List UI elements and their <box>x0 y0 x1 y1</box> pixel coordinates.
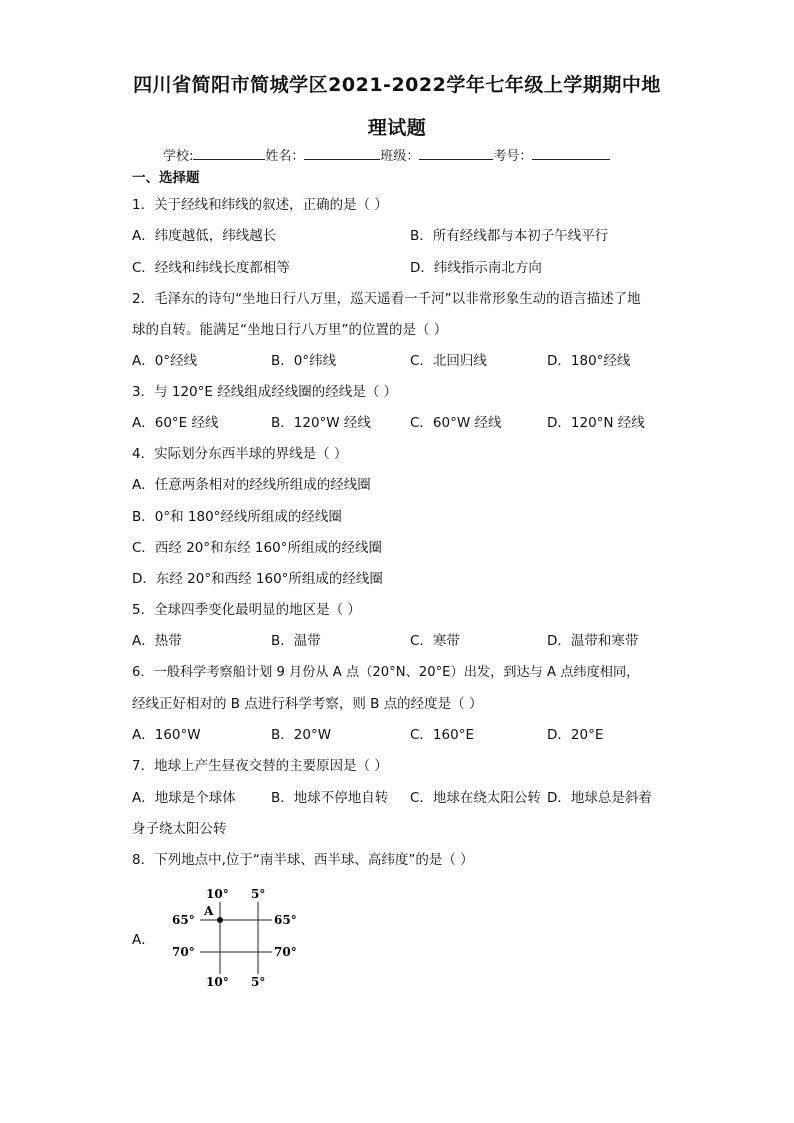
student-info-row <box>163 145 610 164</box>
label-top-right: 5° <box>251 887 266 901</box>
question-1-option-d: D．纬线指示南北方向 <box>410 260 542 276</box>
label-left-bottom: 70° <box>172 945 195 959</box>
school-blank[interactable] <box>193 147 265 160</box>
question-3-option-a: A．60°E 经线 <box>132 415 219 431</box>
question-4-option-b: B．0°和 180°经线所组成的经线圈 <box>132 509 342 525</box>
question-4-option-a: A．任意两条相对的经线所组成的经线圈 <box>132 477 371 493</box>
question-2-option-d: D．180°经线 <box>547 353 631 369</box>
question-1-option-a: A．纬度越低，纬线越长 <box>132 228 277 244</box>
question-5-option-b: B．温带 <box>271 633 321 649</box>
question-3-stem: 3．与 120°E 经线组成经线圈的经线是（ ） <box>132 384 398 400</box>
question-2-option-c: C．北回归线 <box>410 353 487 369</box>
label-left-top: 65° <box>172 913 195 927</box>
question-5-option-d: D．温带和寒带 <box>547 633 639 649</box>
section-title: 一、选择题 <box>132 170 200 186</box>
question-3-option-d: D．120°N 经线 <box>547 415 645 431</box>
question-7-option-d: D．地球总是斜着 <box>547 790 652 806</box>
question-3-option-b: B．120°W 经线 <box>271 415 371 431</box>
question-2-option-a: A．0°经线 <box>132 353 198 369</box>
question-7-option-d-continuation: 身子绕太阳公转 <box>132 821 227 837</box>
lat-lon-grid-diagram <box>168 886 308 991</box>
question-1-option-b: B．所有经线都与本初子午线平行 <box>410 228 609 244</box>
page-title-line-2: 理试题 <box>367 117 427 139</box>
question-8-option-a: A． <box>132 932 155 948</box>
page-title-line-1: 四川省简阳市简城学区2021-2022学年七年级上学期期中地 <box>133 74 661 96</box>
question-2-stem-line-1: 2．毛泽东的诗句“坐地日行八万里，巡天遥看一千河”以非常形象生动的语言描述了地 <box>132 291 641 307</box>
question-8-stem: 8．下列地点中,位于“南半球、西半球、高纬度”的是（ ） <box>132 852 474 868</box>
class-blank[interactable] <box>419 147 493 160</box>
question-6-stem-line-2: 经线正好相对的 B 点进行科学考察，则 B 点的经度是（ ） <box>132 696 483 712</box>
question-6-option-b: B．20°W <box>271 727 332 743</box>
question-5-stem: 5．全球四季变化最明显的地区是（ ） <box>132 602 361 618</box>
question-1-stem: 1．关于经线和纬线的叙述，正确的是（ ） <box>132 197 388 213</box>
question-6-stem-line-1: 6．一般科学考察船计划 9 月份从 A 点（20°N、20°E）出发，到达与 A 点纬度相同， <box>132 665 640 680</box>
question-2-option-b: B．0°纬线 <box>271 353 337 369</box>
number-label: 考号： <box>493 149 533 164</box>
question-7-option-b: B．地球不停地自转 <box>271 790 389 806</box>
label-top-left: 10° <box>206 887 229 901</box>
number-blank[interactable] <box>532 147 610 160</box>
question-6-option-d: D．20°E <box>547 727 604 743</box>
question-5-option-c: C．寒带 <box>410 633 460 649</box>
question-5-option-a: A．热带 <box>132 633 182 649</box>
label-bottom-right: 5° <box>251 975 266 989</box>
label-bottom-left: 10° <box>206 975 229 989</box>
question-3-option-c: C．60°W 经线 <box>410 415 502 431</box>
label-right-bottom: 70° <box>274 945 297 959</box>
question-6-option-a: A．160°W <box>132 727 201 743</box>
class-label: 班级： <box>380 149 420 164</box>
label-right-top: 65° <box>274 913 297 927</box>
question-7-stem: 7．地球上产生昼夜交替的主要原因是（ ） <box>132 758 388 774</box>
question-4-stem: 4．实际划分东西半球的界线是（ ） <box>132 446 348 462</box>
point-a-dot <box>217 917 223 923</box>
question-7-option-c: C．地球在绕太阳公转 <box>410 790 541 806</box>
name-label: 姓名： <box>265 149 305 164</box>
question-4-option-d: D．东经 20°和西经 160°所组成的经线圈 <box>132 571 383 587</box>
name-blank[interactable] <box>304 147 380 160</box>
label-point-a: A <box>204 904 214 918</box>
question-2-stem-line-2: 球的自转。能满足“坐地日行八万里”的位置的是（ ） <box>132 322 448 338</box>
question-4-option-c: C．西经 20°和东经 160°所组成的经线圈 <box>132 540 382 556</box>
question-7-option-a: A．地球是个球体 <box>132 790 236 806</box>
question-1-option-c: C．经线和纬线长度都相等 <box>132 260 290 276</box>
question-6-option-c: C．160°E <box>410 727 474 743</box>
school-label: 学校: <box>163 149 194 164</box>
